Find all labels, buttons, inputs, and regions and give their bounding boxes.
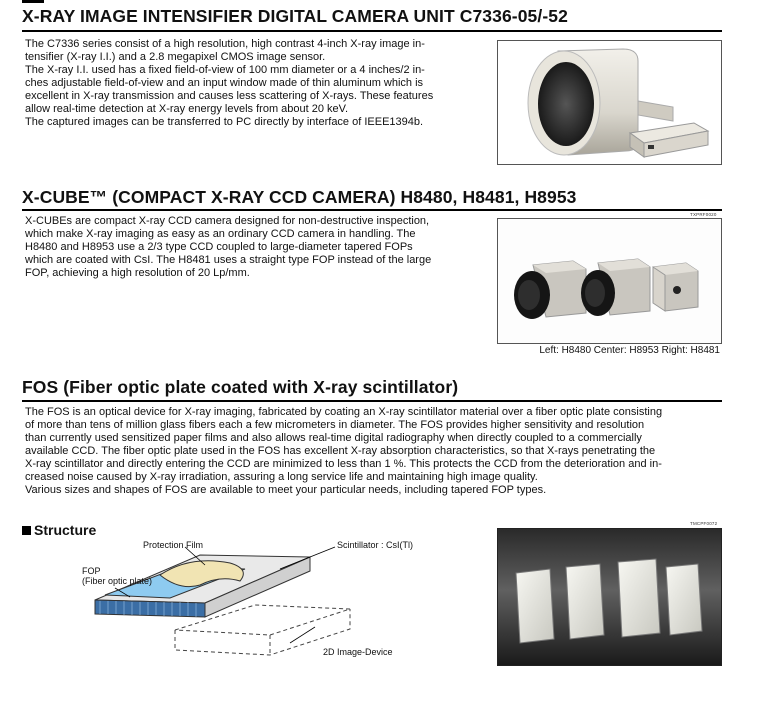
section-rule bbox=[22, 30, 722, 32]
photo-xcube-cameras bbox=[497, 218, 722, 344]
section-body-c7336: The C7336 series consist of a high resolution, high contrast 4-inch X-ray image in- tensifier (X-ray I.I.) and a 2.8 megapixel CMOS image sensor. The X-ray I.I. used has a fixed field-of-view of 100 mm diameter or a 4 inches/2 in- ches adjustable field-of-view and an input window made of thin aluminum which is excellent in X-ray transmission and causes less scattering of X-rays. These features allow real-time detection at X-ray energy levels from about 20 keV. The captured images can be transferred to PC directly by interface of IEEE1394b. bbox=[25, 38, 434, 128]
square-bullet-icon bbox=[22, 526, 31, 535]
section-rule bbox=[22, 400, 722, 402]
section-body-xcube: X-CUBEs are compact X-ray CCD camera designed for non-destructive inspection, which make X-ray imaging as easy as an ordinary CCD camera in handling. The H8480 and H8953 use a 2/3 type CCD coupled to large-diameter tapered FOPs which are coated with CsI. The H8481 uses a straight type FOP instead of the large FOP, achieving a high resolution of 20 Lp/mm. bbox=[25, 215, 432, 279]
label-image-device: 2D Image-Device bbox=[323, 647, 393, 657]
section-title-xcube: X-CUBE™ (COMPACT X-RAY CCD CAMERA) H8480, H8481, H8953 bbox=[22, 187, 577, 207]
label-protection-film: Protection Film bbox=[143, 540, 204, 550]
section-rule bbox=[22, 209, 722, 211]
photo-fos-plates bbox=[497, 528, 722, 666]
photo-c7336-camera bbox=[497, 40, 722, 165]
label-fop: FOP (Fiber optic plate) bbox=[82, 566, 153, 586]
section-body-fos: The FOS is an optical device for X-ray imaging, fabricated by coating an X-ray scintillator material over a fiber optic plate consisting of more than tens of million glass fibers each a few micrometers in diameter. The FOS provides higher sensitivity and resolution than currently used sensitized paper films and also allows real-time digital radiography when directly coupled to a commercially available CCD. The fiber optic plate used in the FOS has excellent X-ray absorption characteristics, so that X-rays penetrating the X-ray scintillator and directly entering the CCD are minimized to less than 1 %. This protects the CCD from the deterioration and in- creased noise caused by X-ray irradiation, assuring a long service life and maintaining high image quality. Various sizes and shapes of FOS are available to meet your particular needs, including tapered FOP types. bbox=[25, 406, 663, 496]
label-scintillator: Scintillator : CsI(Tl) bbox=[337, 540, 414, 550]
section-title-fos: FOS (Fiber optic plate coated with X-ray scintillator) bbox=[22, 377, 459, 397]
photo-tag: TXPRF0020 bbox=[690, 212, 717, 217]
section-title-c7336: X-RAY IMAGE INTENSIFIER DIGITAL CAMERA UNIT C7336-05/-52 bbox=[22, 6, 568, 26]
photo-caption: Left: H8480 Center: H8953 Right: H8481 bbox=[539, 345, 720, 356]
structure-heading-text: Structure bbox=[34, 522, 97, 538]
photo-tag: TMCPF0072 bbox=[690, 521, 718, 526]
top-bar-mark bbox=[22, 0, 44, 3]
structure-diagram bbox=[80, 535, 440, 665]
